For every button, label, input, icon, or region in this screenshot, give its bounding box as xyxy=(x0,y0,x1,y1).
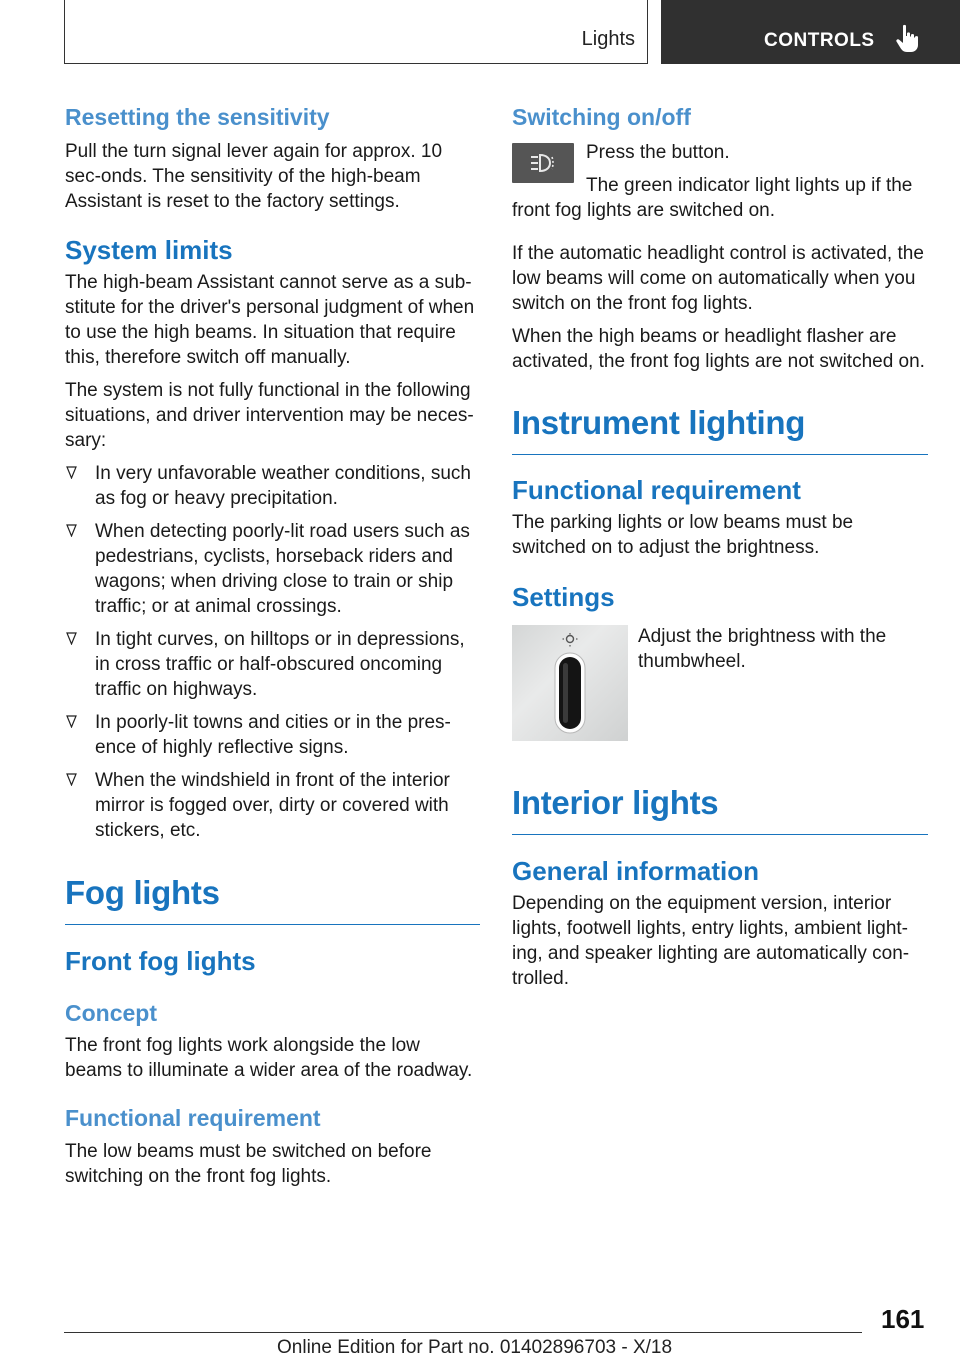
resetting-text: Pull the turn signal lever again for approx. 10 sec‐onds. The sensitivity of the high-beam Assistant is reset to the factory settings. xyxy=(65,140,443,212)
header-chapter-title: CONTROLS xyxy=(764,30,875,51)
system-limits-heading: System limits xyxy=(65,234,233,265)
switching-text-1: If the automatic headlight control is activated, the low beams will come on automatically when you switch on the front fog lights. xyxy=(512,242,924,314)
list-item xyxy=(65,768,480,843)
resetting-heading: Resetting the sensitivity xyxy=(65,104,330,130)
triangle-bullet-icon xyxy=(66,466,77,479)
list-item-text: In very unfavorable weather conditions, such as fog or heavy precipitation. xyxy=(95,462,471,509)
header-section-title: Lights xyxy=(581,28,635,50)
right-column xyxy=(512,100,928,991)
header-chapter-tab xyxy=(661,0,960,64)
list-item-text: In poorly-lit towns and cities or in the pres‐ence of highly reflective signs. xyxy=(95,711,451,758)
switching-heading: Switching on/off xyxy=(512,104,691,130)
list-item-text: When detecting poorly-lit road users such as pedestrians, cyclists, horseback riders and wagons; when driving close to train or ship traffic; or at animal crossings. xyxy=(95,520,470,617)
triangle-bullet-icon xyxy=(66,632,77,645)
switching-line-2: The green indicator light lights up if the front fog lights are switched on. xyxy=(512,174,913,221)
list-item xyxy=(65,519,480,619)
general-information-heading: General information xyxy=(512,856,760,887)
instrument-functional-requirement-text: The parking lights or low beams must be switched on to adjust the brightness. xyxy=(512,512,854,559)
list-item-text: In tight curves, on hilltops or in depressions, in cross traffic or half-obscured oncoming traffic on highways. xyxy=(95,628,465,700)
fog-light-button-image xyxy=(512,143,574,183)
list-item xyxy=(65,627,480,702)
settings-heading: Settings xyxy=(512,582,615,613)
instrument-functional-requirement-heading: Functional requirement xyxy=(512,475,801,506)
triangle-bullet-icon xyxy=(66,715,77,728)
brightness-thumbwheel-icon xyxy=(512,625,628,741)
instrument-lighting-heading: Instrument lighting xyxy=(512,403,928,456)
thumbwheel-image xyxy=(512,625,628,741)
list-item xyxy=(65,461,480,511)
triangle-bullet-icon xyxy=(66,524,77,537)
system-limits-list xyxy=(65,461,480,843)
triangle-bullet-icon xyxy=(66,773,77,786)
interior-lights-heading: Interior lights xyxy=(512,783,928,836)
header-section-box xyxy=(64,0,648,64)
switching-line-1: Press the button. xyxy=(586,141,730,163)
switching-text-2: When the high beams or headlight flasher are activated, the front fog lights are not switched on. xyxy=(512,325,925,372)
pointing-hand-icon xyxy=(895,24,919,54)
left-column xyxy=(65,100,480,1189)
general-information-text: Depending on the equipment version, interior lights, footwell lights, entry lights, ambient light‐ing, and speaker lighting are automatically con‐trolled. xyxy=(512,893,910,990)
settings-text: Adjust the brightness with the thumbwheel. xyxy=(638,625,887,672)
page-number: 161 xyxy=(881,1304,925,1334)
fog-light-icon xyxy=(512,143,574,183)
system-limits-text-2: The system is not fully functional in the following situations, and driver intervention may be neces‐sary: xyxy=(65,379,474,451)
system-limits-text-1: The high-beam Assistant cannot serve as a sub‐stitute for the driver's personal judgment of when to use the high beams. In situation that require this, therefore switch off manually. xyxy=(65,271,475,368)
fog-lights-heading: Fog lights xyxy=(65,873,480,926)
concept-heading: Concept xyxy=(65,999,157,1026)
footer-divider xyxy=(64,1332,862,1333)
front-fog-lights-heading: Front fog lights xyxy=(65,946,256,977)
list-item xyxy=(65,710,480,760)
concept-text: The front fog lights work alongside the low beams to illuminate a wider area of the roadway. xyxy=(65,1035,473,1082)
functional-requirement-heading: Functional requirement xyxy=(65,1105,321,1132)
footer-edition-text: Online Edition for Part no. 01402896703 - X/18 xyxy=(277,1337,673,1358)
list-item-text: When the windshield in front of the interior mirror is fogged over, dirty or covered with stickers, etc. xyxy=(95,769,450,841)
functional-requirement-text: The low beams must be switched on before switching on the front fog lights. xyxy=(65,1140,432,1187)
